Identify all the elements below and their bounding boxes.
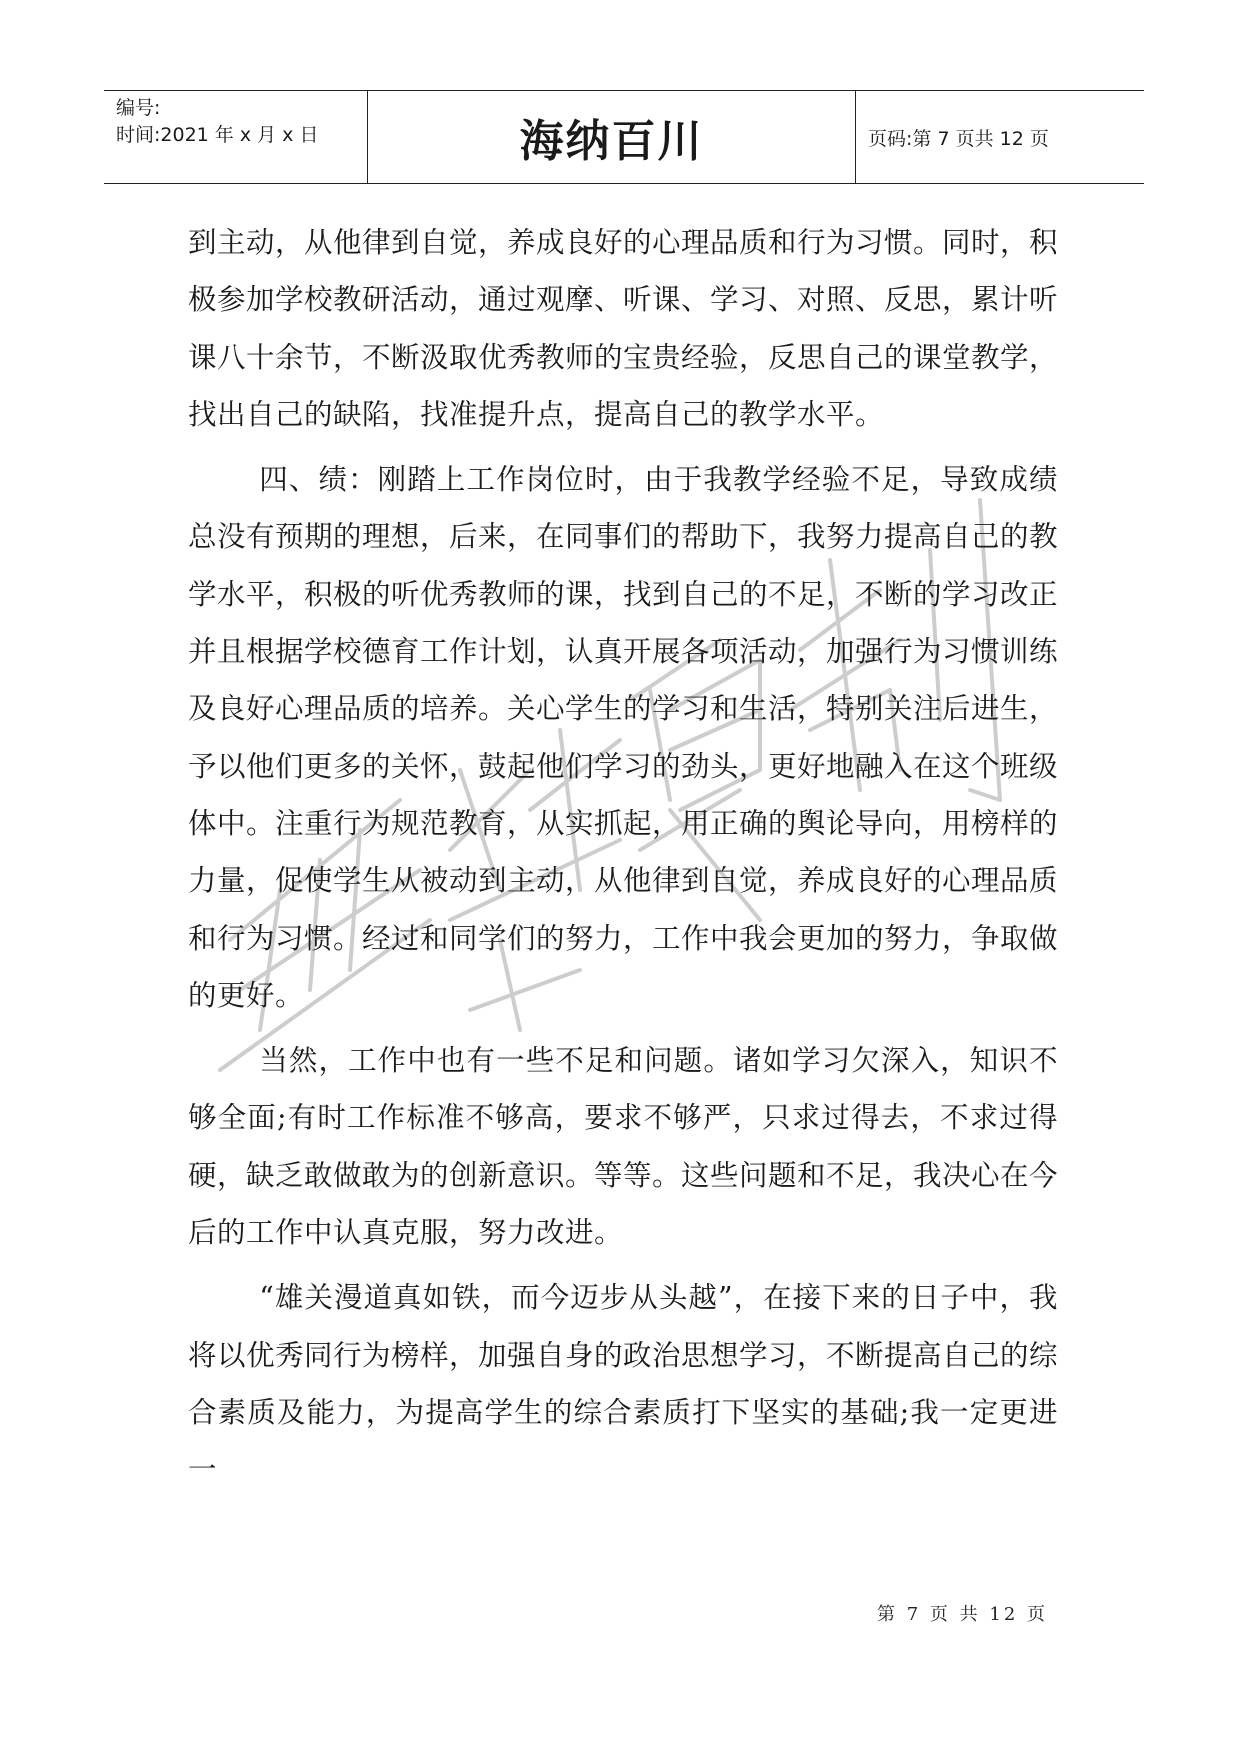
header-meta-cell <box>104 91 368 183</box>
paragraph: 四、绩：刚踏上工作岗位时，由于我教学经验不足，导致成绩总没有预期的理想，后来，在同事们的帮助下，我努力提高自己的教学水平，积极的听优秀教师的课，找到自己的不足，不断的学习改正并且根据学校德育工作计划，认真开展各项活动，加强行为习惯训练及良好心理品质的培养。关心学生的学习和生活，特别关注后进生，予以他们更多的关怀，鼓起他们学习的劲头，更好地融入在这个班级体中。注重行为规范教育，从实抓起，用正确的舆论导向，用榜样的力量，促使学生从被动到主动，从他律到自觉，养成良好的心理品质和行为习惯。经过和同学们的努力，工作中我会更加的努力，争取做的更好。 <box>188 463 1059 1012</box>
header-page-label: 页码:第 7 页共 12 页 <box>868 127 1049 150</box>
document-time-label: 时间:2021 年 x 月 x 日 <box>116 124 319 146</box>
paragraph: 当然，工作中也有一些不足和问题。诸如学习欠深入，知识不够全面;有时工作标准不够高，要求不够严，只求过得去，不求过得硬，缺乏敢做敢为的创新意识。等等。这些问题和不足，我决心在今后的工作中认真克服，努力改进。 <box>188 1044 1059 1250</box>
document-title: 海纳百川 <box>368 91 856 183</box>
page-footer: 第 7 页 共 12 页 <box>877 1604 1048 1625</box>
document-header <box>104 90 1144 184</box>
paragraph: 到主动，从他律到自觉，养成良好的心理品质和行为习惯。同时，积极参加学校教研活动，通过观摩、听课、学习、对照、反思，累计听课八十余节，不断汲取优秀教师的宝贵经验，反思自己的课堂教学，找出自己的缺陷，找准提升点，提高自己的教学水平。 <box>188 226 1059 431</box>
paragraph: “雄关漫道真如铁，而今迈步从头越”，在接下来的日子中，我将以优秀同行为榜样，加强自身的政治思想学习，不断提高自己的综合素质及能力，为提高学生的综合素质打下坚实的基础;我一定更进一 <box>188 1281 1059 1487</box>
document-number-label: 编号: <box>116 97 161 119</box>
document-body <box>188 214 1058 1499</box>
